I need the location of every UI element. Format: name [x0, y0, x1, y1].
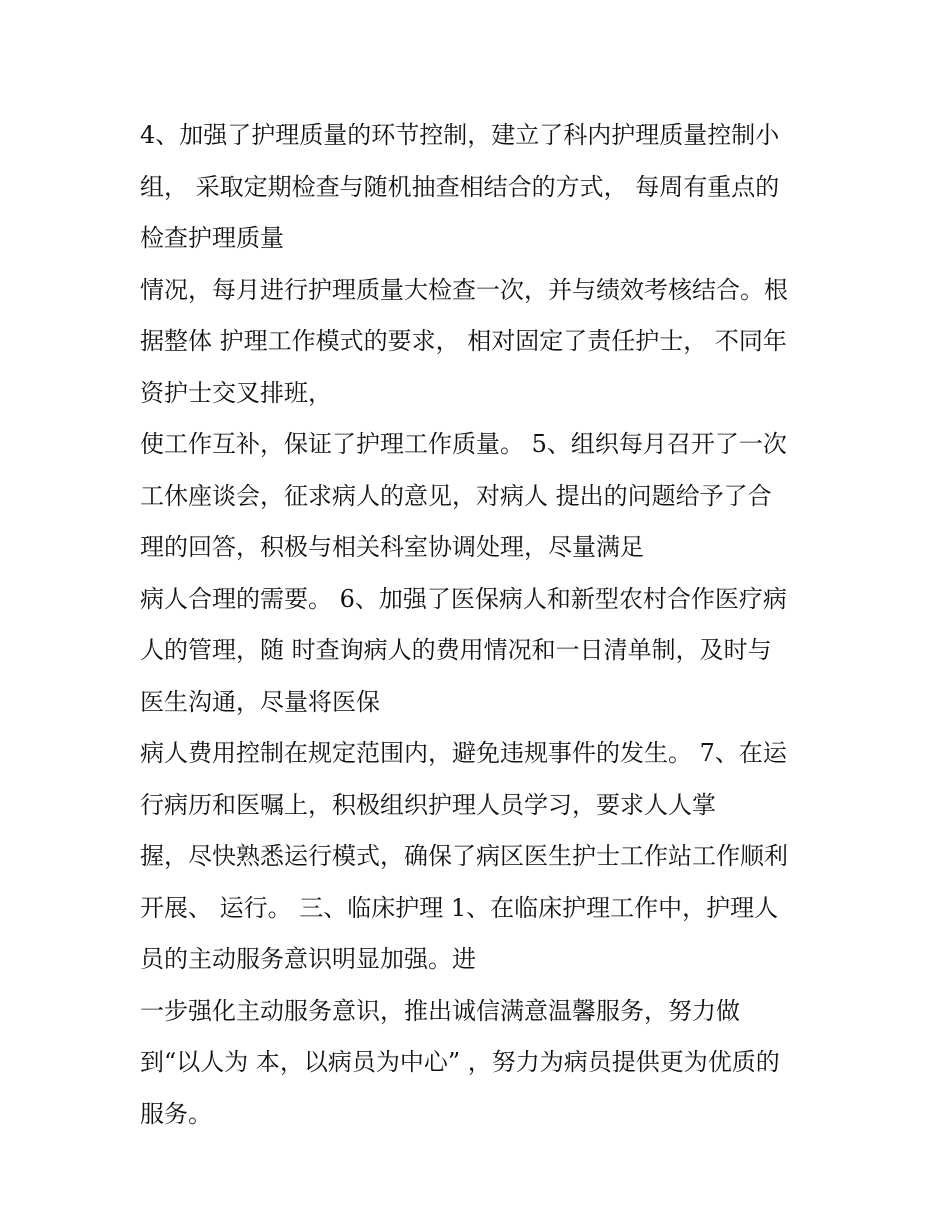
text-line: 组， 采取定期检查与随机抽查相结合的方式， 每周有重点的	[140, 172, 780, 201]
text-line: 开展、 运行。 三、临床护理 1、在临床护理工作中，护理人	[140, 893, 779, 922]
text-line: 理的回答，积极与相关科室协调处理，尽量满足	[140, 533, 644, 561]
text-line: 到“以人为 本，以病员为中心” ，努力为病员提供更为优质的	[140, 1048, 780, 1076]
text-line: 医生沟通，尽量将医保	[140, 687, 380, 716]
text-line: 人的管理，随 时查询病人的费用情况和一日清单制，及时与	[140, 636, 772, 664]
text-line: 4、加强了护理质量的环节控制，建立了科内护理质量控制小	[140, 121, 780, 149]
text-line: 一步强化主动服务意识，推出诚信满意温馨服务，努力做	[140, 996, 740, 1025]
text-line: 握，尽快熟悉运行模式，确保了病区医生护士工作站工作顺利	[140, 842, 788, 870]
text-line: 检查护理质量	[140, 224, 284, 252]
text-line: 工休座谈会，征求病人的意见，对病人 提出的问题给予了合	[140, 481, 772, 510]
text-line: 使工作互补，保证了护理工作质量。 5、组织每月召开了一次	[140, 430, 787, 458]
text-line: 资护士交叉排班，	[140, 378, 332, 407]
text-line: 行病历和医嘱上，积极组织护理人员学习，要求人人掌	[140, 790, 716, 819]
text-line: 据整体 护理工作模式的要求， 相对固定了责任护士， 不同年	[140, 327, 787, 355]
text-line: 服务。	[140, 1099, 212, 1128]
text-line: 病人费用控制在规定范围内，避免违规事件的发生。 7、在运	[140, 739, 787, 767]
body-text	[140, 110, 840, 1140]
text-line: 情况，每月进行护理质量大检查一次，并与绩效考核结合。根	[140, 275, 788, 304]
text-line: 员的主动服务意识明显加强。进	[140, 945, 476, 973]
text-line: 病人合理的需要。 6、加强了医保病人和新型农村合作医疗病	[140, 584, 787, 613]
